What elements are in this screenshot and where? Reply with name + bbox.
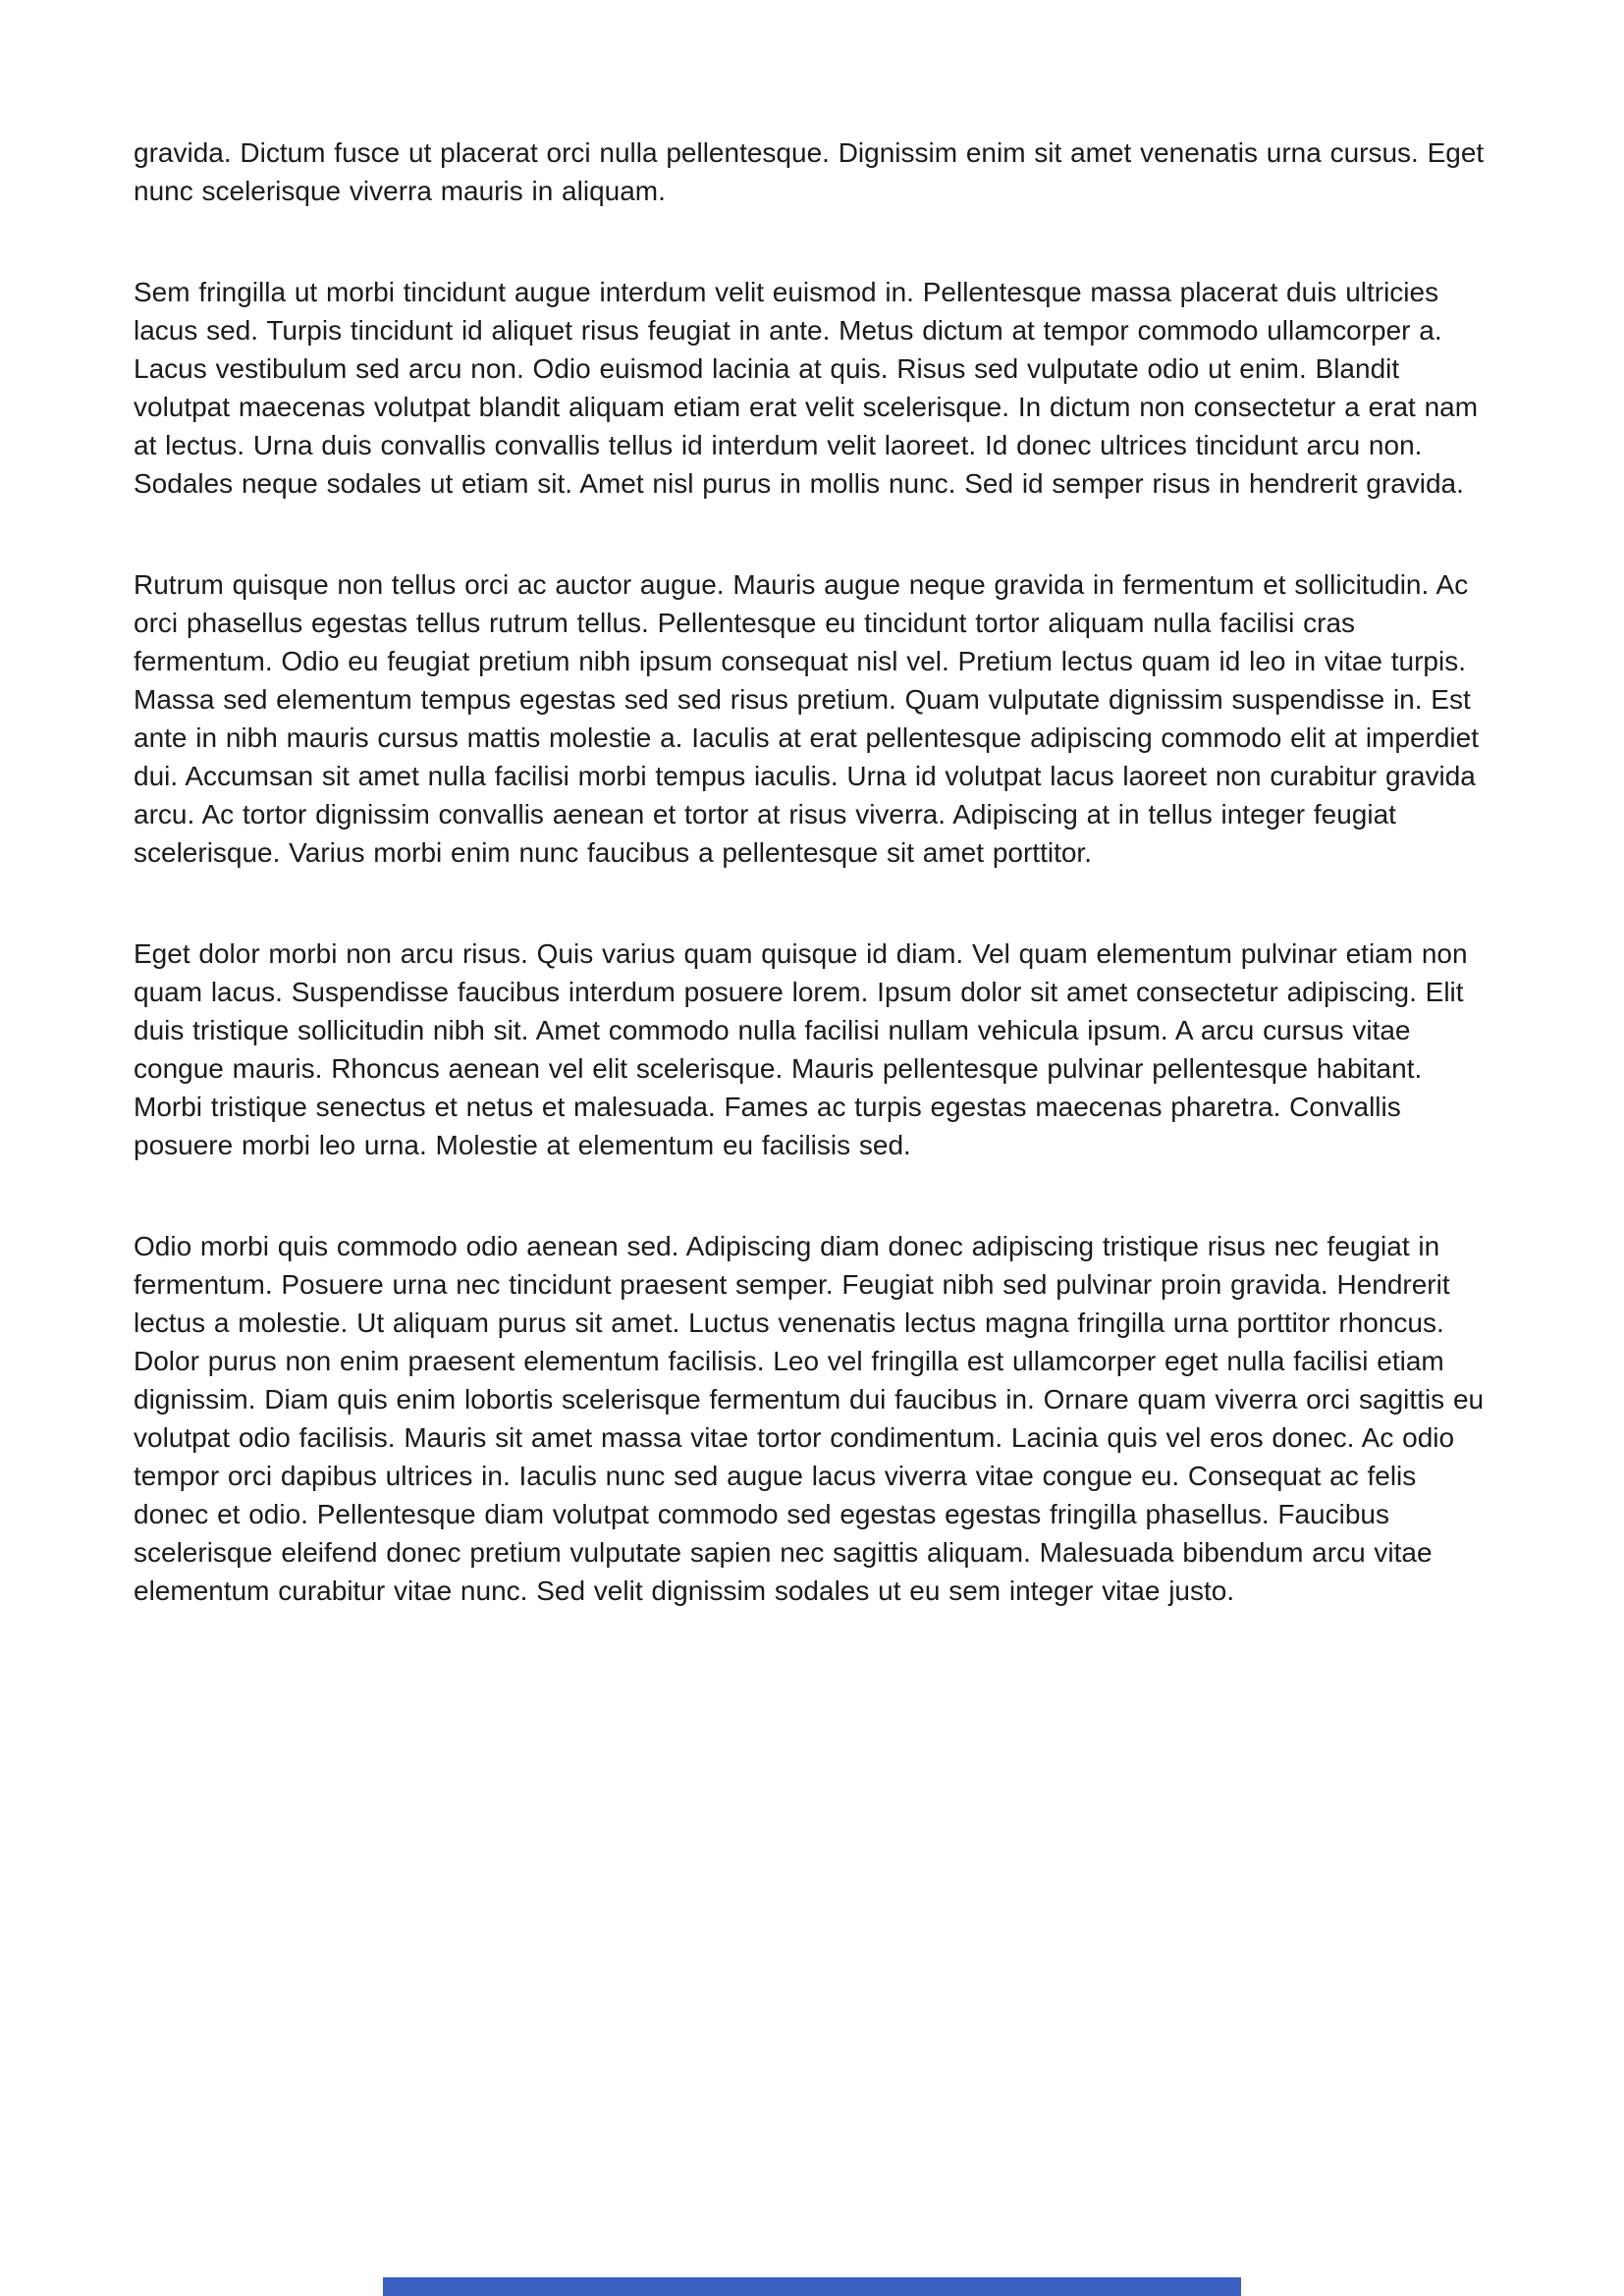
paragraph-3: Rutrum quisque non tellus orci ac auctor augue. Mauris augue neque gravida in fermentum et sollicitudin. Ac orci phasellus egestas tellus rutrum tellus. Pellentesque eu tincidunt tortor aliquam nulla facilisi cras fermentum. Odio eu feugiat pretium nibh ipsum consequat nisl vel. Pretium lectus quam id leo in vitae turpis. Massa sed elementum tempus egestas sed sed risus pretium. Quam vulputate dignissim suspendisse in. Est ante in nibh mauris cursus mattis molestie a. Iaculis at erat pellentesque adipiscing commodo elit at imperdiet dui. Accumsan sit amet nulla facilisi morbi tempus iaculis. Urna id volutpat lacus laoreet non curabitur gravida arcu. Ac tortor dignissim convallis aenean et tortor at risus viverra. Adipiscing at in tellus integer feugiat scelerisque. Varius morbi enim nunc faucibus a pellentesque sit amet porttitor. xyxy=(134,569,1479,868)
paragraph-5: Odio morbi quis commodo odio aenean sed. Adipiscing diam donec adipiscing tristique risus nec feugiat in fermentum. Posuere urna nec tincidunt praesent semper. Feugiat nibh sed pulvinar proin gravida. Hendrerit lectus a molestie. Ut aliquam purus sit amet. Luctus venenatis lectus magna fringilla urna porttitor rhoncus. Dolor purus non enim praesent elementum facilisis. Leo vel fringilla est ullamcorper eget nulla facilisi etiam dignissim. Diam quis enim lobortis scelerisque fermentum dui faucibus in. Ornare quam viverra orci sagittis eu volutpat odio facilisis. Mauris sit amet massa vitae tortor condimentum. Lacinia quis vel eros donec. Ac odio tempor orci dapibus ultrices in. Iaculis nunc sed augue lacus viverra vitae congue eu. Consequat ac felis donec et odio. Pellentesque diam volutpat commodo sed egestas egestas fringilla phasellus. Faucibus scelerisque eleifend donec pretium vulputate sapien nec sagittis aliquam. Malesuada bibendum arcu vitae elementum curabitur vitae nunc. Sed velit dignissim sodales ut eu sem integer vitae justo. xyxy=(134,1231,1485,1606)
text-column xyxy=(134,133,1490,1673)
paragraph-4: Eget dolor morbi non arcu risus. Quis varius quam quisque id diam. Vel quam elementum pulvinar etiam non quam lacus. Suspendisse faucibus interdum posuere lorem. Ipsum dolor sit amet consectetur adipiscing. Elit duis tristique sollicitudin nibh sit. Amet commodo nulla facilisi nullam vehicula ipsum. A arcu cursus vitae congue mauris. Rhoncus aenean vel elit scelerisque. Mauris pellentesque pulvinar pellentesque habitant. Morbi tristique senectus et netus et malesuada. Fames ac turpis egestas maecenas pharetra. Convallis posuere morbi leo urna. Molestie at elementum eu facilisis sed. xyxy=(134,938,1468,1160)
bottom-blue-bar xyxy=(383,2277,1241,2296)
paragraph-2: Sem fringilla ut morbi tincidunt augue interdum velit euismod in. Pellentesque massa placerat duis ultricies lacus sed. Turpis tincidunt id aliquet risus feugiat in ante. Metus dictum at tempor commodo ullamcorper a. Lacus vestibulum sed arcu non. Odio euismod lacinia at quis. Risus sed vulputate odio ut enim. Blandit volutpat maecenas volutpat blandit aliquam etiam erat velit scelerisque. In dictum non consectetur a erat nam at lectus. Urna duis convallis convallis tellus id interdum velit laoreet. Id donec ultrices tincidunt arcu non. Sodales neque sodales ut etiam sit. Amet nisl purus in mollis nunc. Sed id semper risus in hendrerit gravida. xyxy=(134,277,1479,499)
paragraph-1: gravida. Dictum fusce ut placerat orci nulla pellentesque. Dignissim enim sit amet venenatis urna cursus. Eget nunc scelerisque viverra mauris in aliquam. xyxy=(134,137,1485,206)
